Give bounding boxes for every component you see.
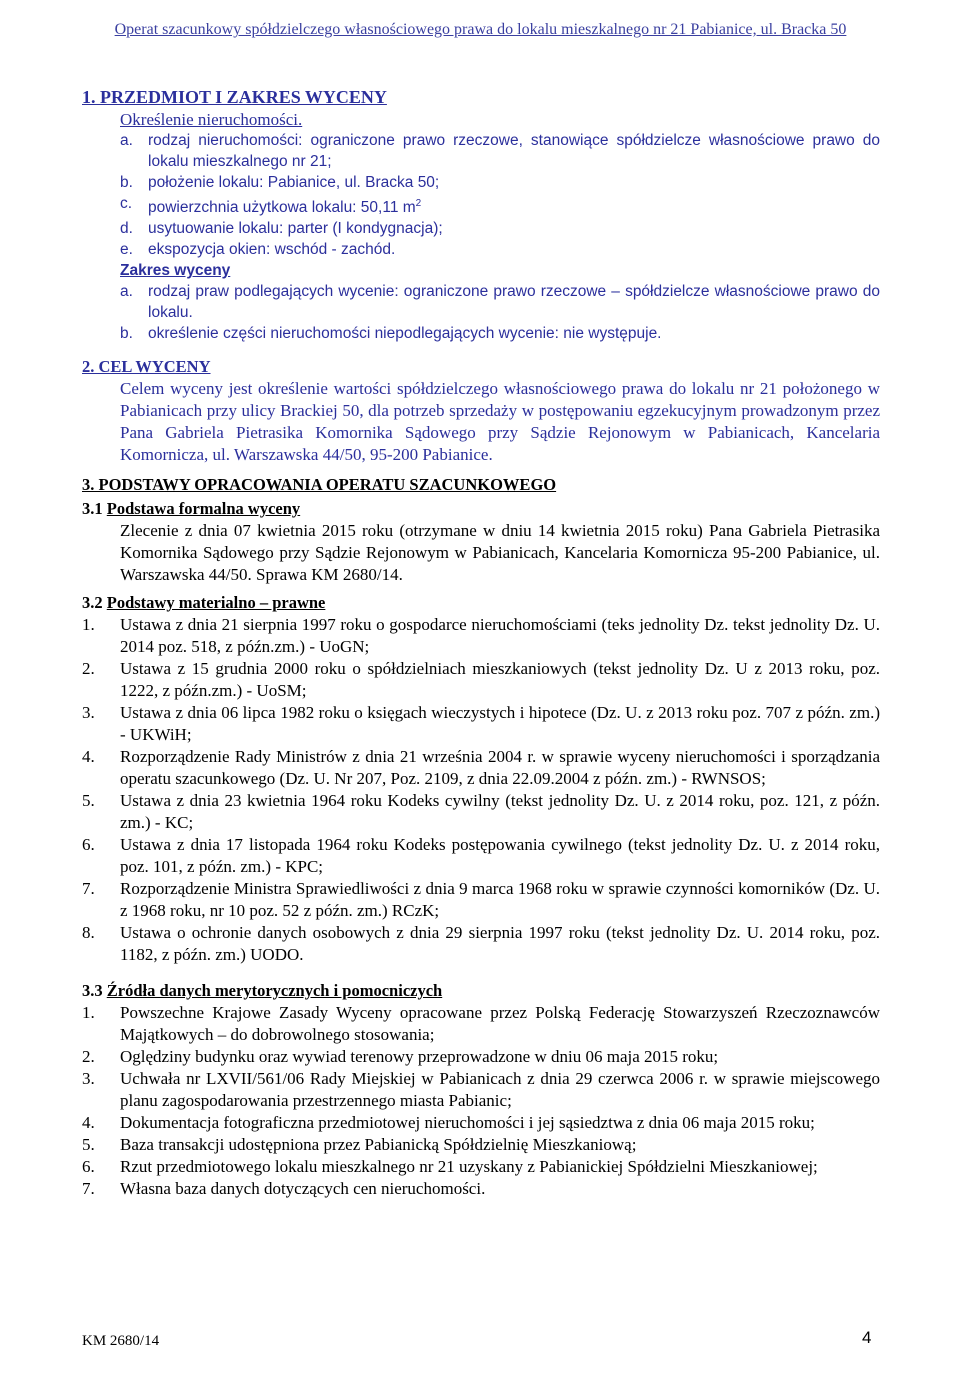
- list-text: określenie części nieruchomości niepodlegających wycenie: nie występuje.: [148, 325, 662, 343]
- list-marker: 1.: [82, 1003, 95, 1023]
- area-unit-superscript: 2: [415, 198, 422, 209]
- list-marker: 6.: [82, 1157, 95, 1177]
- data-sources-list: [82, 1002, 880, 1200]
- subsection-number: 3.2: [82, 593, 103, 613]
- list-item: [82, 790, 880, 834]
- list-marker: 5.: [82, 791, 95, 811]
- list-marker: 1.: [82, 615, 95, 635]
- subsection-number: 3.3: [82, 981, 103, 1001]
- list-text: Ustawa z dnia 17 listopada 1964 roku Kodeks postępowania cywilnego (tekst jednolity Dz. U. z 2014 roku, poz. 101, z późn. zm.) - KPC;: [120, 835, 880, 877]
- list-marker: c.: [120, 195, 133, 212]
- subsection-title: Podstawa formalna wyceny: [106, 499, 301, 519]
- list-text: Ustawa z 15 grudnia 2000 roku o spółdzielniach mieszkaniowych (tekst jednolity Dz. U z 2013 roku, poz. 1222, z późn.zm.) - UoSM;: [120, 659, 880, 701]
- list-item: [120, 323, 880, 344]
- list-item: [120, 239, 880, 260]
- list-item: [82, 1046, 880, 1068]
- list-item: [82, 1134, 880, 1156]
- footer-case-number: KM 2680/14: [82, 1333, 160, 1349]
- list-marker: b.: [120, 174, 133, 191]
- list-text: [148, 193, 880, 218]
- list-text: Ustawa z dnia 23 kwietnia 1964 roku Kodeks cywilny (tekst jednolity Dz. U. z 2014 roku, poz. 121, z późn. zm.) - KC;: [120, 791, 880, 833]
- list-text: Ustawa z dnia 21 sierpnia 1997 roku o gospodarce nieruchomościami (teks jednolity Dz. tekst jednolity Dz. U. 2014 poz. 518, z późn.zm.) - UoGN;: [120, 615, 880, 657]
- list-item: [120, 130, 880, 172]
- section-3-title: 3. PODSTAWY OPRACOWANIA OPERATU SZACUNKOWEGO: [82, 475, 557, 495]
- list-item: [120, 281, 880, 323]
- list-marker: 6.: [82, 835, 95, 855]
- page-content: [82, 85, 880, 1200]
- list-marker: b.: [120, 325, 133, 343]
- list-text: Ustawa z dnia 06 lipca 1982 roku o księgach wieczystych i hipotece (Dz. U. z 2013 roku poz. 707 z późn. zm.) - UKWiH;: [120, 703, 880, 745]
- list-marker: a.: [120, 283, 133, 301]
- list-item: [82, 1112, 880, 1134]
- section-1-title: 1. PRZEDMIOT I ZAKRES WYCENY: [82, 87, 387, 107]
- list-marker: e.: [120, 241, 133, 259]
- list-text: rodzaj praw podlegających wycenie: ograniczone prawo rzeczowe – spółdzielcze własnościowe prawo do lokalu.: [148, 283, 880, 322]
- list-text: Rzut przedmiotowego lokalu mieszkalnego nr 21 uzyskany z Pabianickiej Spółdzielni Mieszkaniowej;: [120, 1157, 818, 1177]
- subsection-title: Podstawy materialno – prawne: [106, 593, 326, 613]
- list-item: [82, 1156, 880, 1178]
- list-marker: 4.: [82, 1113, 95, 1133]
- scope-list: [82, 281, 880, 344]
- list-item: [82, 834, 880, 878]
- list-marker: 7.: [82, 1179, 95, 1199]
- section-3: [82, 474, 880, 1200]
- list-marker: 3.: [82, 1069, 95, 1089]
- subsection-3-3-title: [82, 980, 880, 1002]
- list-text: rodzaj nieruchomości: ograniczone prawo rzeczowe, stanowiące spółdzielcze własnościowe prawo do lokalu mieszkalnego nr 21;: [148, 132, 880, 170]
- list-marker: 4.: [82, 747, 95, 767]
- list-text: Własna baza danych dotyczących cen nieruchomości.: [120, 1179, 486, 1199]
- subsection-3-1-text: Zlecenie z dnia 07 kwietnia 2015 roku (otrzymane w dniu 14 kwietnia 2015 roku) Pana Gabriela Pietrasika Komornika Sądowego przy Sądzie Rejonowym w Pabianicach, Kancelaria Komornicza 95-200 Pabianice, ul. Warszawska 44/50. Sprawa KM 2680/14.: [120, 521, 880, 585]
- list-item: [82, 1068, 880, 1112]
- area-text: powierzchnia użytkowa lokalu: 50,11 m: [148, 199, 416, 217]
- list-marker: a.: [120, 132, 133, 149]
- subsection-3-1-title: [82, 498, 880, 520]
- subsection-valuation-scope: Zakres wyceny: [120, 262, 231, 280]
- list-text: Rozporządzenie Ministra Sprawiedliwości z dnia 9 marca 1968 roku w sprawie czynności komorników (Dz. U. z 1968 roku, nr 10 poz. 52 z późn. zm.) RCzK;: [120, 879, 880, 921]
- list-marker: 2.: [82, 1047, 95, 1067]
- list-item: [120, 172, 880, 193]
- list-text: usytuowanie lokalu: parter (I kondygnacja);: [148, 220, 443, 238]
- list-text: Ustawa o ochronie danych osobowych z dnia 29 sierpnia 1997 roku (tekst jednolity Dz. U. 2014 roku, poz. 1182, z późn. zm.) UODO.: [120, 923, 880, 965]
- list-marker: 7.: [82, 879, 95, 899]
- list-marker: d.: [120, 220, 133, 238]
- list-item: [82, 878, 880, 922]
- list-text: Oględziny budynku oraz wywiad terenowy przeprowadzone w dniu 06 maja 2015 roku;: [120, 1047, 719, 1067]
- section-2-title: 2. CEL WYCENY: [82, 357, 211, 377]
- list-text: ekspozycja okien: wschód - zachód.: [148, 241, 396, 259]
- list-item: [120, 218, 880, 239]
- list-item: [82, 658, 880, 702]
- list-item: [82, 1002, 880, 1046]
- list-item: [82, 702, 880, 746]
- section-2-text: Celem wyceny jest określenie wartości spółdzielczego własnościowego prawa do lokalu nr 21 położonego w Pabianicach przy ulicy Brackiej 50, dla potrzeb sprzedaży w postępowaniu egzekucyjnym prowadzonym przez Pana Gabriela Pietrasika Komornika Sądowego przy Sądzie Rejonowym w Pabianicach, Kancelaria Komornicza, ul. Warszawska 44/50, 95-200 Pabianice.: [120, 379, 880, 465]
- subsection-title: Źródła danych merytorycznych i pomocniczych: [106, 981, 443, 1001]
- legal-basis-list: [82, 614, 880, 966]
- subsection-property-definition: Określenie nieruchomości.: [120, 110, 303, 129]
- page-number: 4: [862, 1328, 872, 1347]
- list-item: [82, 746, 880, 790]
- list-item: [120, 193, 880, 218]
- property-list: [82, 130, 880, 260]
- subsection-number: 3.1: [82, 499, 103, 519]
- list-item: [82, 922, 880, 966]
- list-marker: 2.: [82, 659, 95, 679]
- list-text: Uchwała nr LXVII/561/06 Rady Miejskiej w Pabianicach z dnia 29 czerwca 2006 r. w sprawie miejscowego planu zagospodarowania przestrzennego miasta Pabianic;: [120, 1069, 880, 1111]
- list-item: [82, 1178, 880, 1200]
- page-header: Operat szacunkowy spółdzielczego własnościowego prawa do lokalu mieszkalnego nr 21 Pabianice, ul. Bracka 50: [114, 21, 847, 38]
- list-text: Baza transakcji udostępniona przez Pabianicką Spółdzielnię Mieszkaniową;: [120, 1135, 637, 1155]
- list-text: Rozporządzenie Rady Ministrów z dnia 21 września 2004 r. w sprawie wyceny nieruchomości i sporządzania operatu szacunkowego (Dz. U. Nr 207, Poz. 2109, z dnia 22.09.2004 z późn. zm.) - RWNSOS;: [120, 747, 880, 789]
- section-2: [82, 356, 880, 466]
- list-marker: 8.: [82, 923, 95, 943]
- list-text: Dokumentacja fotograficzna przedmiotowej nieruchomości i jej sąsiedztwa z dnia 06 maja 2015 roku;: [120, 1113, 815, 1133]
- list-text: Powszechne Krajowe Zasady Wyceny opracowane przez Polską Federację Stowarzyszeń Rzeczoznawców Majątkowych – do dobrowolnego stosowania;: [120, 1003, 880, 1045]
- list-text: położenie lokalu: Pabianice, ul. Bracka 50;: [148, 174, 440, 191]
- list-marker: 5.: [82, 1135, 95, 1155]
- list-item: [82, 614, 880, 658]
- list-marker: 3.: [82, 703, 95, 723]
- subsection-3-2-title: [82, 592, 880, 614]
